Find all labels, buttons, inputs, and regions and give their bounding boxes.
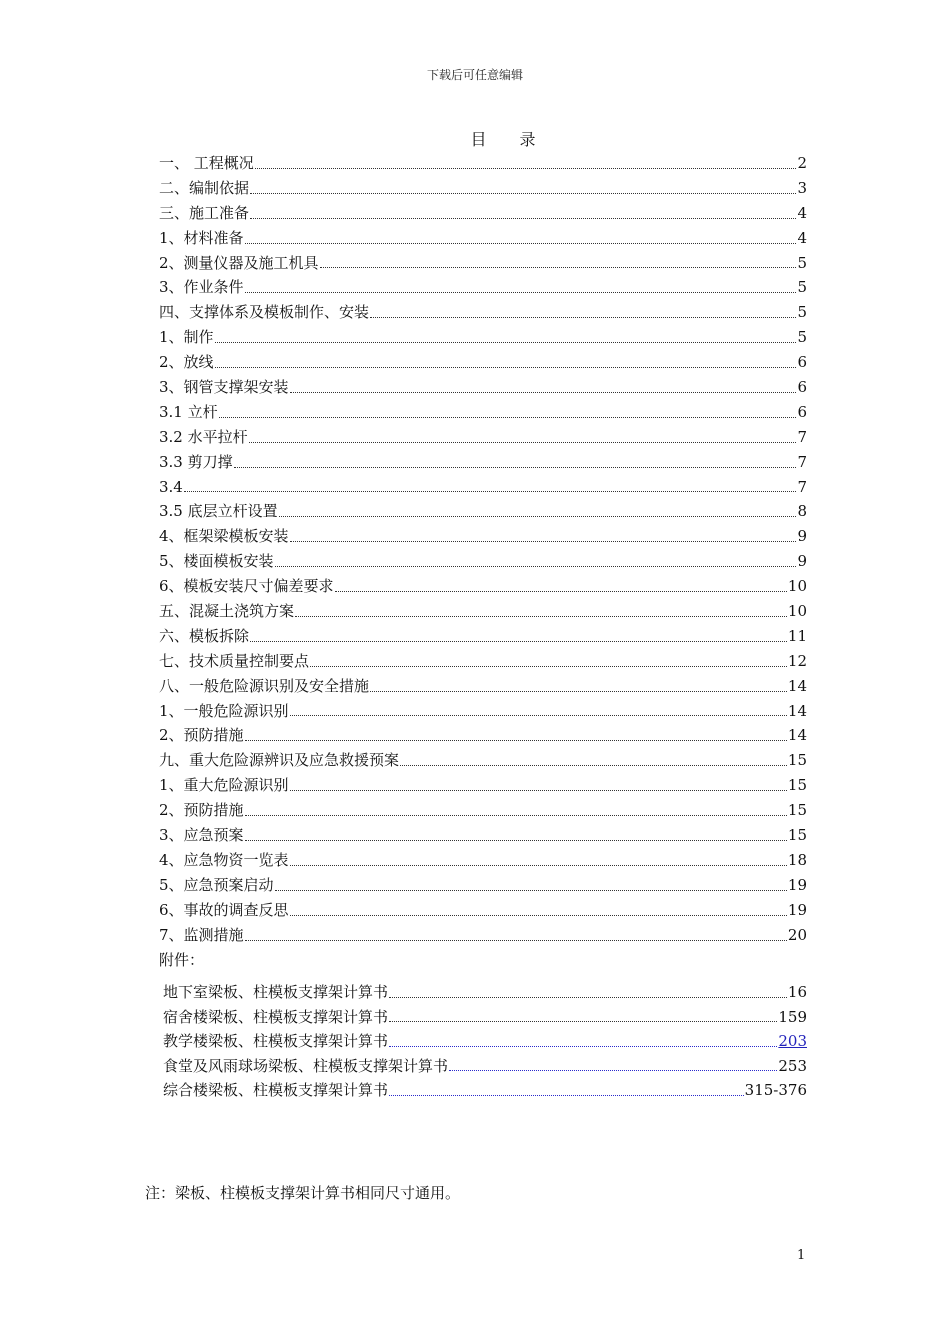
toc-entry[interactable] [159, 723, 807, 748]
toc-entry[interactable] [159, 898, 807, 923]
toc-entry[interactable] [159, 350, 807, 375]
toc-entry-page: 15 [787, 751, 807, 770]
toc-entry[interactable] [159, 201, 807, 226]
attachment-entry-page[interactable]: 315-376 [744, 1081, 807, 1100]
dot-leader [400, 764, 787, 766]
dot-leader [290, 914, 787, 916]
dot-leader [290, 789, 787, 791]
toc-entry-label: 2、预防措施 [159, 726, 244, 745]
dot-leader [245, 242, 797, 244]
toc-entry[interactable] [159, 848, 807, 873]
toc-entry[interactable] [159, 798, 807, 823]
toc-entry-label: 五、混凝土浇筑方案 [159, 602, 295, 621]
dot-leader [245, 739, 787, 741]
attachment-entry-page[interactable]: 203 [778, 1032, 807, 1051]
dot-leader [449, 1069, 777, 1071]
toc-entry[interactable] [159, 574, 807, 599]
page-number: 1 [797, 1248, 806, 1263]
dot-leader [219, 416, 797, 418]
toc-entry-label: 5、楼面模板安装 [159, 552, 274, 571]
dot-leader [290, 391, 797, 393]
toc-entry-page: 7 [797, 452, 807, 471]
toc-entry-label: 2、预防措施 [159, 801, 244, 820]
toc-entry-page: 5 [797, 328, 807, 347]
dot-leader [215, 341, 797, 343]
attachment-entry-label: 综合楼梁板、柱模板支撑架计算书 [163, 1081, 389, 1100]
toc-entry-page: 5 [797, 303, 807, 322]
toc-entry-page: 4 [797, 203, 807, 222]
dot-leader [250, 217, 796, 219]
toc-entry-label: 3、钢管支撑架安装 [159, 378, 289, 397]
dot-leader [255, 167, 797, 169]
toc-entry[interactable] [159, 499, 807, 524]
attachment-entry-label: 教学楼梁板、柱模板支撑架计算书 [163, 1032, 389, 1051]
toc-entry-label: 1、材料准备 [159, 228, 244, 247]
attachment-entry-label: 食堂及风雨球场梁板、柱模板支撑架计算书 [163, 1056, 449, 1075]
toc-entry-label: 7、监测措施 [159, 925, 244, 944]
dot-leader [250, 640, 787, 642]
toc-entry[interactable] [159, 325, 807, 350]
toc-entry[interactable] [159, 873, 807, 898]
dot-leader [310, 665, 787, 667]
dot-leader [215, 366, 797, 368]
attachment-entry[interactable] [163, 1005, 807, 1030]
toc-entry-label: 四、支撑体系及模板制作、安装 [159, 303, 370, 322]
toc-entry-page: 20 [787, 925, 807, 944]
toc-entry[interactable] [159, 226, 807, 251]
toc-entry[interactable] [159, 425, 807, 450]
dot-leader [389, 1094, 744, 1096]
dot-leader [389, 996, 787, 998]
toc-entry[interactable] [159, 823, 807, 848]
toc-entry[interactable] [159, 375, 807, 400]
toc-entry-label: 5、应急预案启动 [159, 875, 274, 894]
toc-entry-page: 9 [797, 527, 807, 546]
page-header: 下载后可任意编辑 [426, 68, 523, 82]
toc-entry[interactable] [159, 251, 807, 276]
toc-entry-label: 3.2 水平拉杆 [159, 427, 248, 446]
toc-entry[interactable] [159, 151, 807, 176]
toc-entry-label: 6、模板安装尺寸偏差要求 [159, 577, 334, 596]
toc-entry[interactable] [159, 475, 807, 500]
attachment-entry-page: 16 [787, 983, 807, 1001]
toc-entry-label: 一、 工程概况 [159, 154, 254, 172]
toc-entry-page: 5 [797, 278, 807, 297]
toc-entry-label: 3.3 剪刀撑 [159, 452, 233, 471]
toc-title: 目 录 [470, 130, 550, 149]
toc-entry-label: 二、编制依据 [159, 178, 250, 197]
toc-entry-label: 3、应急预案 [159, 826, 244, 845]
toc-entry-label: 3.1 立杆 [159, 402, 218, 421]
toc-entry-page: 10 [787, 577, 807, 596]
dot-leader [290, 864, 787, 866]
dot-leader [249, 441, 797, 443]
dot-leader [250, 192, 796, 194]
footnote: 注：梁板、柱模板支撑架计算书相同尺寸通用。 [145, 1184, 461, 1202]
dot-leader [275, 889, 787, 891]
toc-entry-label: 六、模板拆除 [159, 626, 250, 645]
toc-entry-page: 6 [797, 378, 807, 397]
dot-leader [295, 615, 787, 617]
toc-entry-label: 1、一般危险源识别 [159, 701, 289, 720]
dot-leader [370, 690, 787, 692]
toc-entry-label: 6、事故的调查反思 [159, 900, 289, 919]
toc-entry-label: 3.5 底层立杆设置 [159, 502, 278, 521]
dot-leader [335, 590, 787, 592]
attachments-list [163, 980, 807, 1103]
toc-entry-page: 18 [787, 850, 807, 869]
toc-entry-page: 15 [787, 826, 807, 845]
toc-entry[interactable] [159, 275, 807, 300]
toc-entry-label: 八、一般危险源识别及安全措施 [159, 676, 370, 695]
dot-leader [275, 565, 797, 567]
table-of-contents [159, 151, 807, 974]
toc-entry[interactable] [159, 524, 807, 549]
toc-entry-label: 4、框架梁模板安装 [159, 527, 289, 546]
toc-entry-label: 3.4 [159, 477, 183, 496]
dot-leader [245, 939, 787, 941]
toc-entry-label: 3、作业条件 [159, 278, 244, 297]
toc-entry-page: 15 [787, 801, 807, 820]
toc-entry[interactable] [159, 549, 807, 574]
toc-entry-page: 6 [797, 353, 807, 372]
toc-entry-page: 19 [787, 900, 807, 919]
toc-entry-page: 7 [797, 427, 807, 446]
attachment-entry[interactable] [163, 980, 807, 1005]
dot-leader [290, 540, 797, 542]
toc-entry-page: 6 [797, 402, 807, 421]
attachment-entry-page: 159 [778, 1007, 807, 1026]
toc-entry-label: 九、重大危险源辨识及应急救援预案 [159, 751, 400, 770]
toc-entry-page: 2 [797, 154, 807, 172]
toc-entry[interactable] [159, 624, 807, 649]
toc-entry[interactable] [159, 450, 807, 475]
toc-entry-page: 3 [797, 178, 807, 197]
toc-entry-label: 2、测量仪器及施工机具 [159, 253, 319, 272]
toc-entry-page: 4 [797, 228, 807, 247]
toc-entry[interactable] [159, 300, 807, 325]
dot-leader [184, 490, 797, 492]
toc-entry-page: 9 [797, 552, 807, 571]
toc-entry[interactable] [159, 400, 807, 425]
attachment-entry-label: 宿舍楼梁板、柱模板支撑架计算书 [163, 1007, 389, 1026]
toc-entry-label: 4、应急物资一览表 [159, 850, 289, 869]
attachments-label: 附件： [159, 950, 205, 969]
toc-entry[interactable] [159, 699, 807, 724]
toc-entry-label: 1、制作 [159, 328, 214, 347]
toc-entry-page: 12 [787, 651, 807, 670]
toc-entry-page: 5 [797, 253, 807, 272]
toc-entry[interactable] [159, 748, 807, 773]
toc-entry-page: 8 [797, 502, 807, 521]
toc-entry-label: 七、技术质量控制要点 [159, 651, 310, 670]
toc-entry[interactable] [159, 176, 807, 201]
dot-leader [279, 515, 797, 517]
attachment-entry-label: 地下室梁板、柱模板支撑架计算书 [163, 983, 389, 1001]
attachment-entry[interactable] [163, 1029, 807, 1054]
toc-entry-page: 11 [787, 626, 807, 645]
toc-entry-label: 1、重大危险源识别 [159, 776, 289, 795]
toc-entry[interactable] [159, 599, 807, 624]
toc-entry-page: 15 [787, 776, 807, 795]
dot-leader [370, 316, 796, 318]
toc-entry-page: 14 [787, 676, 807, 695]
dot-leader [290, 714, 787, 716]
dot-leader [320, 266, 797, 268]
dot-leader [245, 814, 787, 816]
attachment-entry[interactable] [163, 1054, 807, 1079]
toc-entry-page: 19 [787, 875, 807, 894]
toc-entry-page: 10 [787, 602, 807, 621]
dot-leader [245, 839, 787, 841]
attachment-entry[interactable] [163, 1078, 807, 1103]
toc-entry-page: 14 [787, 701, 807, 720]
attachment-entry-page[interactable]: 253 [778, 1056, 807, 1075]
toc-entry-page: 14 [787, 726, 807, 745]
toc-entry[interactable] [159, 674, 807, 699]
toc-entry-label: 2、放线 [159, 353, 214, 372]
dot-leader [389, 1020, 777, 1022]
dot-leader [389, 1045, 777, 1047]
toc-entry[interactable] [159, 773, 807, 798]
toc-entry[interactable] [159, 923, 807, 948]
dot-leader [234, 466, 797, 468]
toc-entry-label: 三、施工准备 [159, 203, 250, 222]
dot-leader [245, 291, 797, 293]
toc-entry-page: 7 [797, 477, 807, 496]
toc-entry[interactable] [159, 649, 807, 674]
